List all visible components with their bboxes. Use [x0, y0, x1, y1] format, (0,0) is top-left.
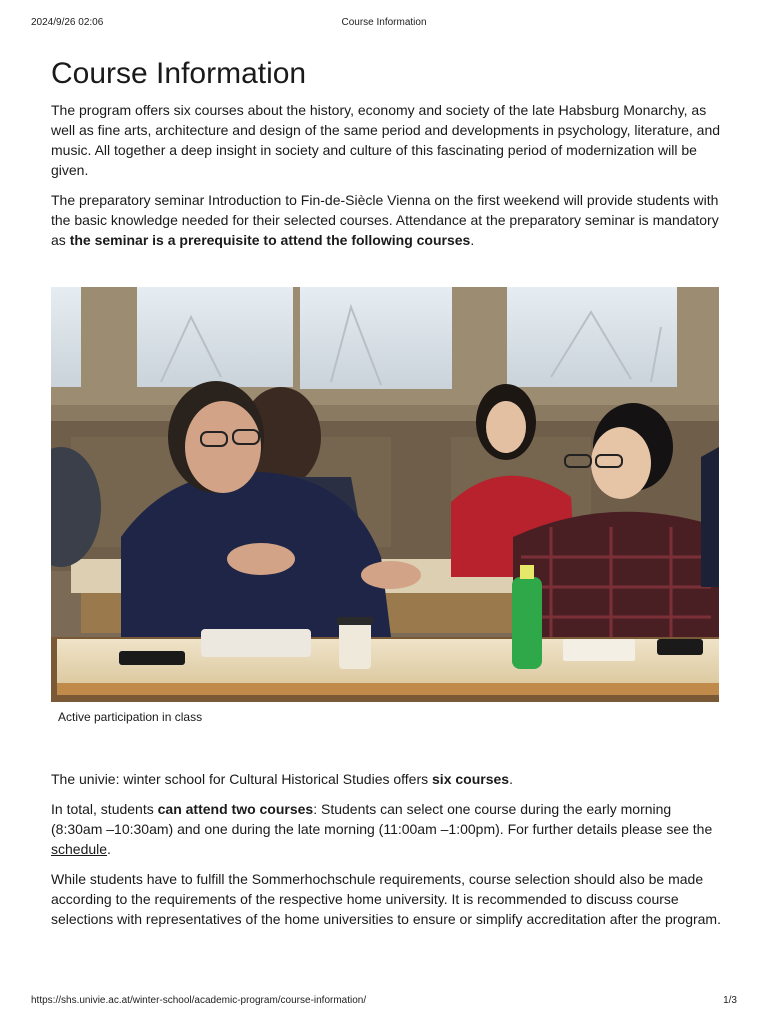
six-courses-text: The univie: winter school for Cultural Historical Studies offers: [51, 771, 433, 787]
schedule-link[interactable]: schedule: [51, 841, 108, 857]
two-courses-text: In total, students: [51, 801, 158, 817]
seminar-prerequisite-bold: the seminar is a prerequisite to attend the following courses: [69, 232, 471, 248]
print-header-title: Course Information: [341, 17, 427, 28]
print-page-number: 1/3: [723, 995, 737, 1006]
six-courses-bold: six courses: [432, 771, 510, 787]
print-datetime: 2024/9/26 02:06: [31, 17, 104, 28]
two-courses-paragraph: [51, 799, 721, 859]
page-title: Course Information: [51, 57, 307, 90]
courses-section: [51, 769, 721, 929]
two-courses-text-end: .: [107, 841, 111, 857]
requirements-paragraph: While students have to fulfill the Sommerhochschule requirements, course selection should also be made according to the requirements of the respective home university. It is recommended to discuss course selections with representatives of the home universities to ensure or simplify accreditation after the program.: [51, 871, 721, 927]
two-courses-bold: can attend two courses: [157, 801, 314, 817]
intro-paragraph: The program offers six courses about the history, economy and society of the late Habsburg Monarchy, as well as fine arts, architecture and design of the same period and developments in psychology, literature, and music. All together a deep insight in society and culture of this fascinating period of modernization will be given.: [51, 102, 721, 178]
six-courses-paragraph: [51, 769, 721, 789]
seminar-text: The preparatory seminar Introduction to Fin-de-Siècle Vienna on the first weekend will provide students with the basic knowledge needed for their selected courses. Attendance at the preparatory seminar is mandatory as: [51, 192, 719, 248]
seminar-paragraph: [51, 190, 721, 250]
six-courses-text-end: .: [509, 771, 513, 787]
intro-section: [51, 56, 721, 250]
print-footer-url: https://shs.univie.ac.at/winter-school/academic-program/course-information/: [31, 995, 367, 1006]
class-photo: [51, 287, 719, 702]
seminar-text-end: .: [470, 232, 475, 248]
two-courses-details: : Students can select one course during the early morning (8:30am –10:30am) and one during the late morning (11:00am –1:00pm). For further details please see the: [51, 801, 713, 837]
photo-caption: Active participation in class: [58, 710, 203, 724]
